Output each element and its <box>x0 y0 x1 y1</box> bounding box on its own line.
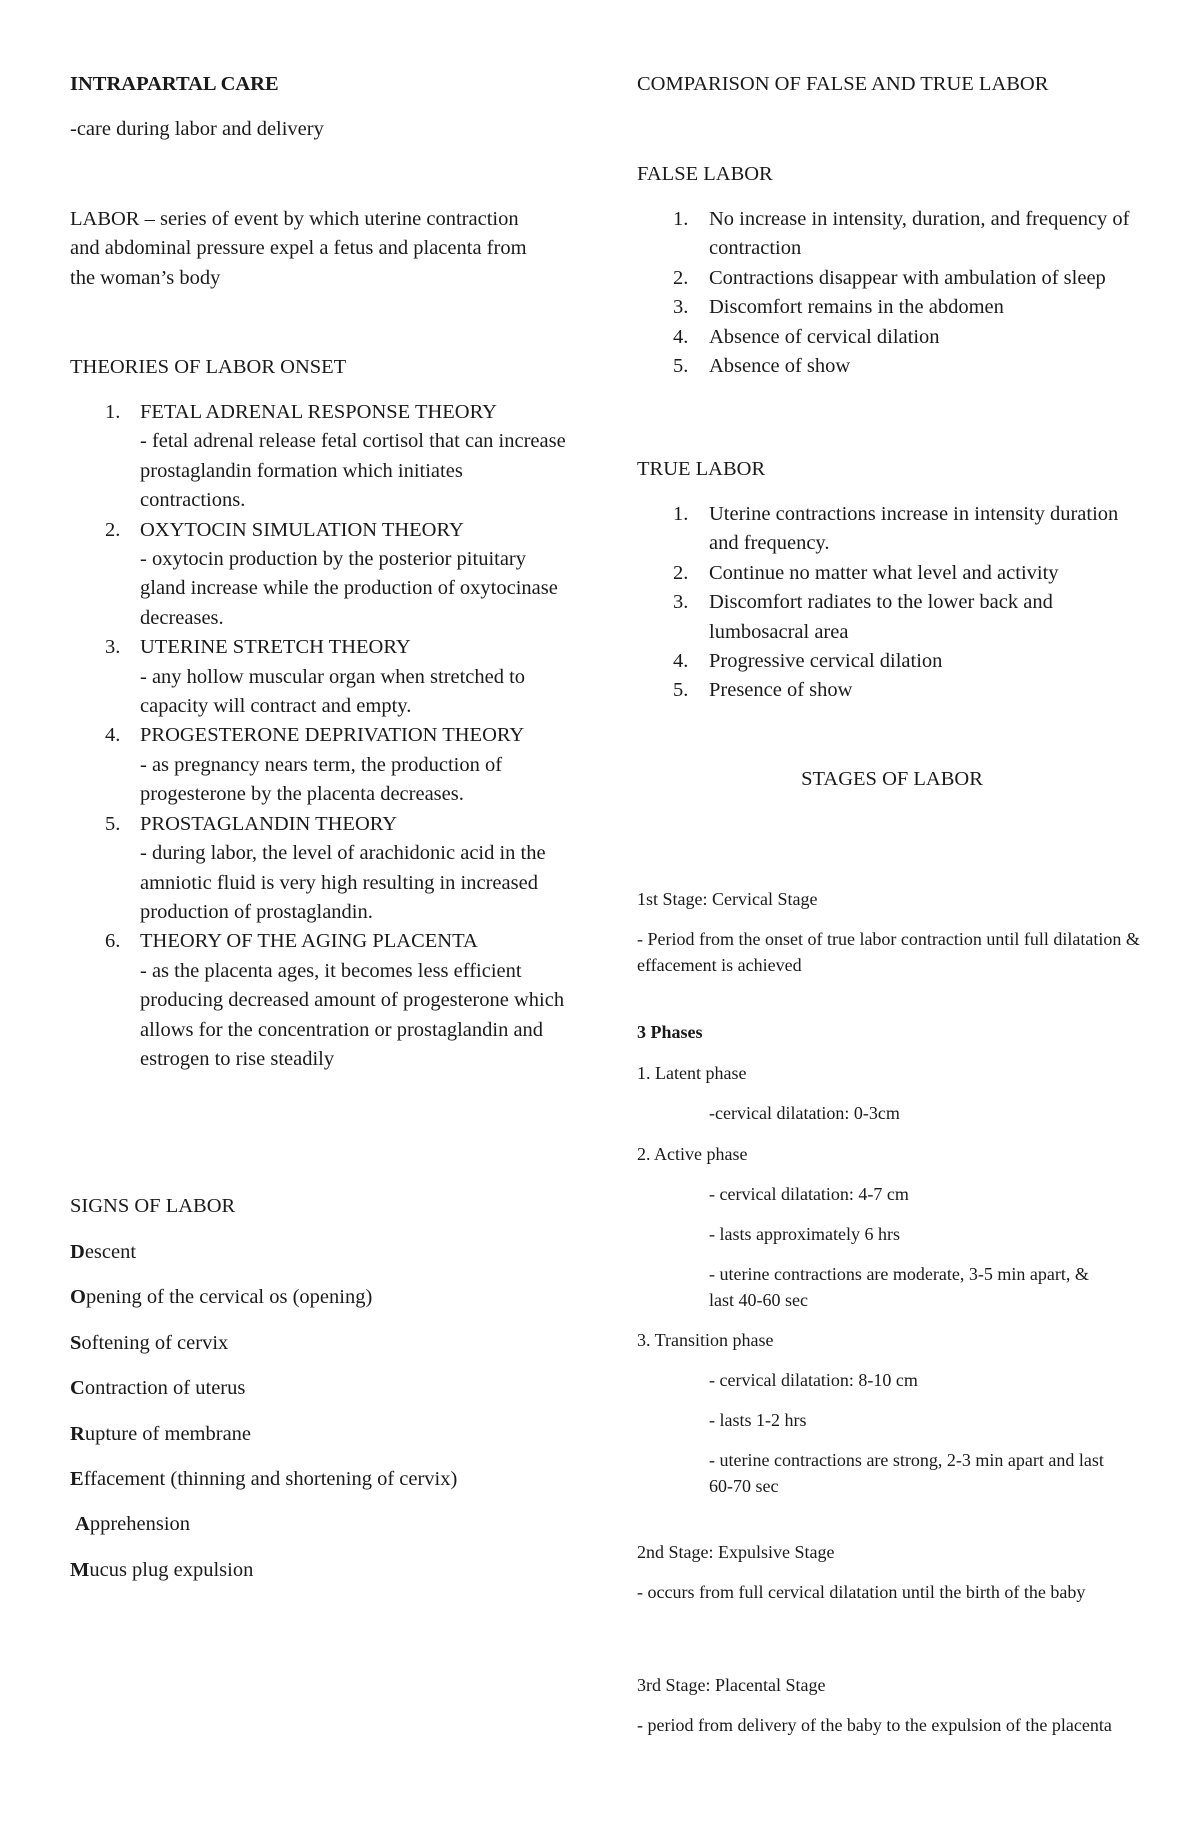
item-text: Continue no matter what level and activity <box>709 561 1059 584</box>
theory-number: 5. <box>105 812 121 835</box>
item-number: 1. <box>673 208 689 230</box>
theory-item <box>70 810 570 928</box>
theory-description: - during labor, the level of arachidonic acid in the amniotic fluid is very high resulting in increased production of prostaglandin. <box>140 842 546 923</box>
sign-initial: S <box>70 1331 82 1354</box>
item-text: Contractions disappear with ambulation of sleep <box>709 266 1106 289</box>
true-labor-list <box>637 500 1147 706</box>
stage2-title: 2nd Stage: Expulsive Stage <box>637 1542 835 1562</box>
phases-heading: 3 Phases <box>637 1022 703 1042</box>
sign-initial: D <box>70 1241 85 1263</box>
theory-item <box>70 927 570 1074</box>
comparison-heading: COMPARISON OF FALSE AND TRUE LABOR <box>637 73 1049 95</box>
theory-description: - any hollow muscular organ when stretched to capacity will contract and empty. <box>140 665 526 718</box>
sign-item <box>70 1329 580 1374</box>
sign-text: ucus plug expulsion <box>89 1558 254 1581</box>
item-text: Progressive cervical dilation <box>709 650 943 673</box>
sign-item <box>70 1420 580 1465</box>
theory-name: THEORY OF THE AGING PLACENTA <box>140 930 478 953</box>
list-item <box>637 264 1147 293</box>
phase3-title: 3. Transition phase <box>637 1330 774 1350</box>
theory-item <box>70 398 570 516</box>
phase3-item: - uterine contractions are strong, 2-3 min apart and last 60-70 sec <box>709 1450 1104 1496</box>
list-item <box>637 205 1147 264</box>
page-title: INTRAPARTAL CARE <box>70 73 279 95</box>
item-number: 2. <box>673 266 689 289</box>
true-labor-heading: TRUE LABOR <box>637 458 766 480</box>
signs-heading: SIGNS OF LABOR <box>70 1195 236 1217</box>
item-text: Absence of cervical dilation <box>709 325 940 348</box>
false-labor-list <box>637 205 1147 381</box>
theory-item <box>70 721 570 809</box>
list-item <box>637 588 1147 647</box>
sign-text: pening of the cervical os (opening) <box>85 1286 373 1309</box>
phase1-item: -cervical dilatation: 0-3cm <box>709 1103 900 1123</box>
sign-initial: C <box>70 1377 85 1400</box>
theory-number: 3. <box>105 636 121 659</box>
item-number: 3. <box>673 591 689 614</box>
theory-number: 4. <box>105 724 121 747</box>
sign-item <box>70 1465 580 1510</box>
sign-text: escent <box>84 1241 137 1263</box>
theory-item <box>70 633 570 721</box>
false-labor-heading: FALSE LABOR <box>637 163 773 185</box>
theory-number: 6. <box>105 930 121 953</box>
list-item <box>637 352 1147 381</box>
stage3-description: - period from delivery of the baby to the expulsion of the placenta <box>637 1715 1112 1735</box>
stage1-description: - Period from the onset of true labor contraction until full dilatation & effacement is achieved <box>637 929 1140 975</box>
theory-description: - as pregnancy nears term, the production of progesterone by the placenta decreases. <box>140 753 503 806</box>
theory-description: - oxytocin production by the posterior pituitary gland increase while the production of oxytocinase decreases. <box>140 548 558 629</box>
stages-heading: STAGES OF LABOR <box>801 768 983 790</box>
theory-number: 1. <box>105 401 121 423</box>
sign-text: ffacement (thinning and shortening of cervix) <box>83 1467 458 1490</box>
theory-name: PROSTAGLANDIN THEORY <box>140 812 398 835</box>
stage1-title: 1st Stage: Cervical Stage <box>637 889 818 909</box>
sign-text: ontraction of uterus <box>84 1377 246 1400</box>
labor-definition: LABOR – series of event by which uterine contraction and abdominal pressure expel a fetus and placenta from the woman’s body <box>70 208 527 289</box>
sign-initial: M <box>70 1558 90 1581</box>
sign-text: pprehension <box>89 1513 191 1536</box>
list-item <box>637 676 1147 705</box>
theory-item <box>70 516 570 634</box>
item-text: Absence of show <box>709 355 851 378</box>
item-number: 3. <box>673 296 689 319</box>
theory-description: - as the placenta ages, it becomes less efficient producing decreased amount of progesterone which allows for the concentration or prostaglandin and estrogen to rise steadily <box>140 959 565 1070</box>
sign-initial: O <box>70 1286 86 1309</box>
item-text: Presence of show <box>709 679 853 702</box>
list-item <box>637 559 1147 588</box>
list-item <box>637 293 1147 322</box>
sign-item <box>70 1374 580 1419</box>
sign-item <box>70 1238 580 1283</box>
list-item <box>637 323 1147 352</box>
theory-name: FETAL ADRENAL RESPONSE THEORY <box>140 401 497 423</box>
sign-text: oftening of cervix <box>81 1331 229 1354</box>
item-text: No increase in intensity, duration, and frequency of contraction <box>709 208 1130 260</box>
theory-number: 2. <box>105 518 121 541</box>
theories-list <box>70 398 570 1074</box>
phase2-item: - uterine contractions are moderate, 3-5 min apart, & last 40-60 sec <box>709 1264 1089 1310</box>
list-item <box>637 647 1147 676</box>
theory-description: - fetal adrenal release fetal cortisol that can increase prostaglandin formation which initiates contractions. <box>140 430 566 512</box>
theory-name: OXYTOCIN SIMULATION THEORY <box>140 518 464 541</box>
phase2-title: 2. Active phase <box>637 1144 748 1164</box>
phase1-title: 1. Latent phase <box>637 1063 747 1083</box>
list-item <box>637 500 1147 559</box>
sign-item <box>70 1510 580 1555</box>
sign-item <box>70 1556 580 1601</box>
sign-initial: R <box>70 1422 85 1445</box>
phase3-item: - cervical dilatation: 8-10 cm <box>709 1370 918 1390</box>
page-subtitle: -care during labor and delivery <box>70 118 324 140</box>
theories-heading: THEORIES OF LABOR ONSET <box>70 356 347 378</box>
sign-text: upture of membrane <box>84 1422 252 1445</box>
item-number: 5. <box>673 355 689 378</box>
item-number: 5. <box>673 679 689 702</box>
sign-item <box>70 1283 580 1328</box>
item-number: 4. <box>673 325 689 348</box>
theory-name: PROGESTERONE DEPRIVATION THEORY <box>140 724 525 747</box>
item-number: 2. <box>673 561 689 584</box>
phase2-item: - cervical dilatation: 4-7 cm <box>709 1184 909 1204</box>
phase2-item: - lasts approximately 6 hrs <box>709 1224 900 1244</box>
item-number: 4. <box>673 650 689 673</box>
stage3-title: 3rd Stage: Placental Stage <box>637 1675 826 1695</box>
phase3-item: - lasts 1-2 hrs <box>709 1410 807 1430</box>
item-text: Discomfort radiates to the lower back and lumbosacral area <box>709 591 1053 643</box>
stage2-description: - occurs from full cervical dilatation until the birth of the baby <box>637 1582 1086 1602</box>
item-text: Discomfort remains in the abdomen <box>709 296 1004 319</box>
item-text: Uterine contractions increase in intensity duration and frequency. <box>709 503 1119 555</box>
sign-initial: A <box>75 1513 90 1536</box>
signs-list <box>70 1238 580 1601</box>
item-number: 1. <box>673 503 689 525</box>
theory-name: UTERINE STRETCH THEORY <box>140 636 411 659</box>
sign-initial: E <box>70 1467 84 1490</box>
